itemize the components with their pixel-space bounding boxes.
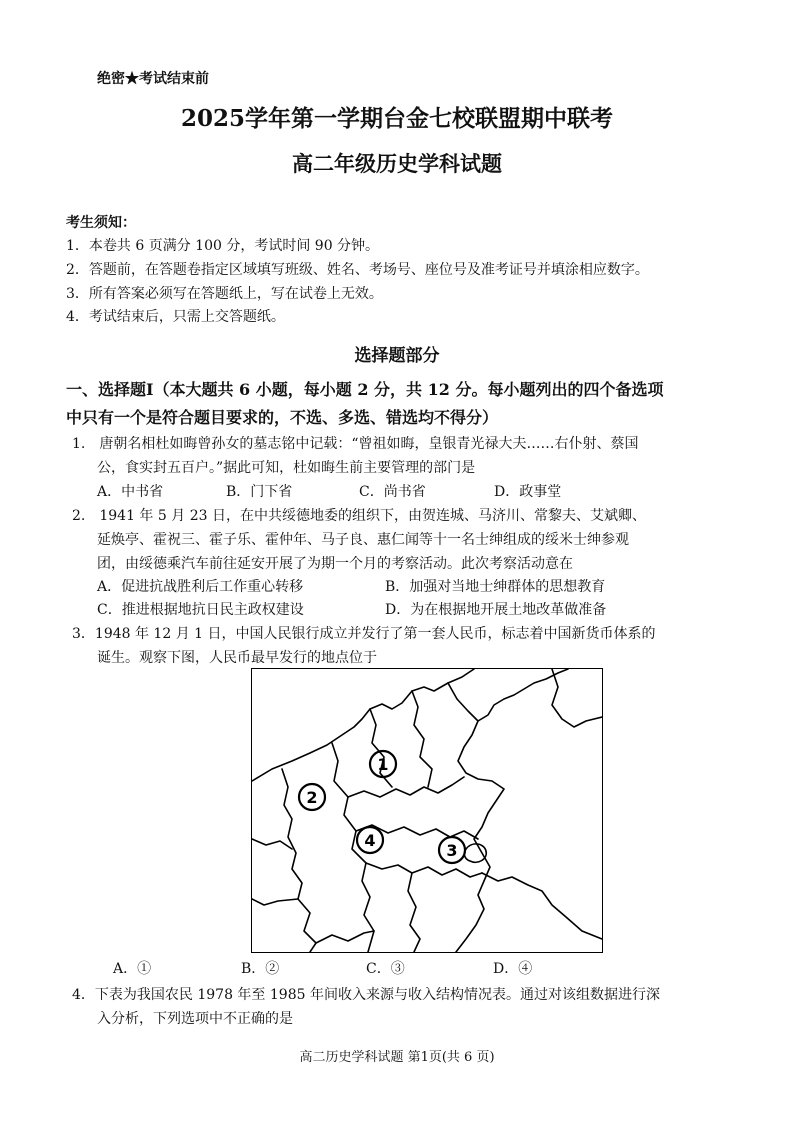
q1-line-1: 1. 唐朝名相杜如晦曾孙女的墓志铭中记载：“曾祖如晦，皇银青光禄大夫……右仆射、蔡国 <box>72 436 639 452</box>
map-marker-2: 2 <box>306 788 318 807</box>
q4-line-1: 4．下表为我国农民 1978 年至 1985 年间收入来源与收入结构情况表。通过对该组数据进行深 <box>72 987 660 1003</box>
section-title: 选择题部分 <box>354 346 440 366</box>
notice-item-1: 1．本卷共 6 页满分 100 分，考试时间 90 分钟。 <box>66 238 380 254</box>
q3-line-1: 3．1948 年 12 月 1 日，中国人民银行成立并发行了第一套人民币，标志着中国新货币体系的 <box>72 626 656 642</box>
q1-option-a: A．中书省 <box>97 484 164 500</box>
notice-item-3: 3．所有答案必须写在答题纸上，写在试卷上无效。 <box>66 286 383 302</box>
q2-option-c: C．推进根据地抗日民主政权建设 <box>97 602 304 618</box>
q3-option-d: D．④ <box>493 961 533 977</box>
q2-line-3: 团，由绥德乘汽车前往延安开展了为期一个月的考察活动。此次考察活动意在 <box>97 556 573 572</box>
q3-line-2: 诞生。观察下图，人民币最早发行的地点位于 <box>97 650 377 666</box>
map-drawing <box>252 669 602 952</box>
map-marker-1: 1 <box>377 755 389 774</box>
q1-option-c: C．尚书省 <box>359 484 426 500</box>
q1-option-d: D．政事堂 <box>494 484 562 500</box>
notice-heading: 考生须知： <box>66 215 136 231</box>
q3-map <box>251 668 603 953</box>
q2-option-d: D．为在根据地开展土地改革做准备 <box>385 602 607 618</box>
q1-line-2: 公，食实封五百户。”据此可知，杜如晦生前主要管理的部门是 <box>97 460 476 476</box>
notice-item-4: 4．考试结束后，只需上交答题纸。 <box>66 309 285 325</box>
q2-line-1: 2. 1941 年 5 月 23 日，在中共绥德地委的组织下，由贺连城、马济川、常黎夫、艾斌卿、 <box>72 508 646 524</box>
q4-line-2: 入分析，下列选项中不正确的是 <box>97 1011 293 1027</box>
q3-option-b: B．② <box>241 961 280 977</box>
map-marker-3: 3 <box>446 841 458 860</box>
secret-label: 绝密★考试结束前 <box>97 71 209 87</box>
q3-option-a: A．① <box>113 961 152 977</box>
map-marker-4: 4 <box>364 831 376 850</box>
notice-item-2: 2．答题前，在答题卷指定区域填写班级、姓名、考场号、座位号及准考证号并填涂相应数字。 <box>66 262 649 278</box>
q3-option-c: C．③ <box>366 961 405 977</box>
exam-subtitle: 高二年级历史学科试题 <box>292 151 502 176</box>
q2-option-a: A．促进抗战胜利后工作重心转移 <box>97 579 304 595</box>
section-instruction-1: 一、选择题Ⅰ（本大题共 6 小题，每小题 2 分，共 12 分。每小题列出的四个备选项 <box>66 380 664 399</box>
page-footer: 高二历史学科试题 第1页(共 6 页) <box>299 1050 495 1065</box>
section-instruction-2: 中只有一个是符合题目要求的，不选、多选、错选均不得分） <box>66 408 499 427</box>
q1-option-b: B．门下省 <box>226 484 293 500</box>
exam-title: 2025学年第一学期台金七校联盟期中联考 <box>180 105 613 132</box>
q2-option-b: B．加强对当地士绅群体的思想教育 <box>385 579 606 595</box>
q2-line-2: 延焕亭、霍祝三、霍子乐、霍仲年、马子良、惠仁闻等十一名士绅组成的绥米士绅参观 <box>97 532 629 548</box>
